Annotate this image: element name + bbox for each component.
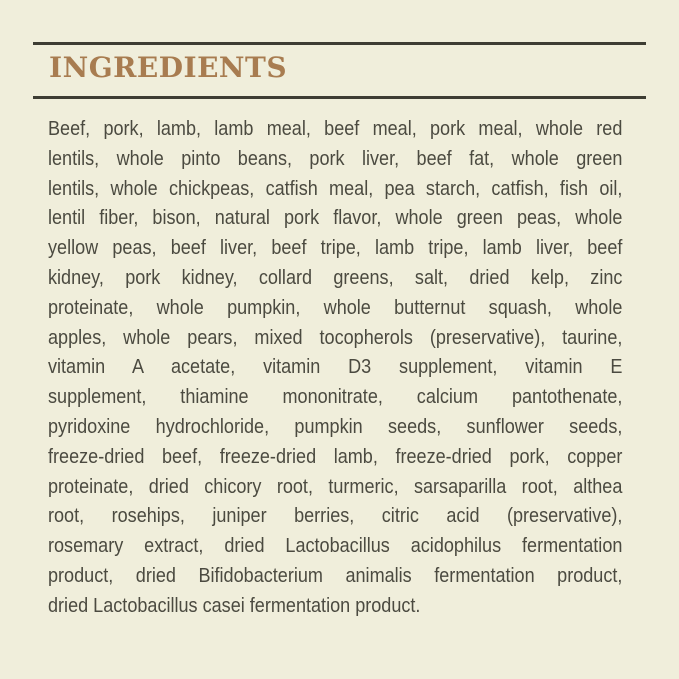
ingredients-line: freeze-dried beef, freeze-dried lamb, freeze-dried pork, copper xyxy=(48,444,623,468)
ingredients-line: root, rosehips, juniper berries, citric acid (preservative), xyxy=(48,504,623,528)
ingredients-line: vitamin A acetate, vitamin D3 supplement, vitamin E xyxy=(48,355,623,379)
ingredients-heading: INGREDIENTS xyxy=(49,51,288,84)
top-divider xyxy=(33,42,646,45)
ingredients-line: pyridoxine hydrochloride, pumpkin seeds, sunflower seeds, xyxy=(48,414,623,438)
heading-divider xyxy=(33,96,646,99)
ingredients-line: rosemary extract, dried Lactobacillus acidophilus fermentation xyxy=(48,534,623,558)
ingredients-line: yellow peas, beef liver, beef tripe, lamb tripe, lamb liver, beef xyxy=(48,236,623,260)
ingredients-line: supplement, thiamine mononitrate, calcium pantothenate, xyxy=(48,385,623,409)
ingredients-text xyxy=(48,114,622,621)
ingredients-line: proteinate, dried chicory root, turmeric, sarsaparilla root, althea xyxy=(48,474,623,498)
ingredients-line: dried Lactobacillus casei fermentation product. xyxy=(48,593,421,617)
ingredients-line: lentils, whole pinto beans, pork liver, beef fat, whole green xyxy=(48,146,623,170)
ingredients-line: product, dried Bifidobacterium animalis fermentation product, xyxy=(48,563,623,587)
ingredients-line: lentil fiber, bison, natural pork flavor, whole green peas, whole xyxy=(48,206,623,230)
ingredients-line: Beef, pork, lamb, lamb meal, beef meal, pork meal, whole red xyxy=(48,117,623,140)
ingredients-line: apples, whole pears, mixed tocopherols (preservative), taurine, xyxy=(48,325,623,349)
ingredients-line: proteinate, whole pumpkin, whole butternut squash, whole xyxy=(48,295,623,319)
ingredients-line: lentils, whole chickpeas, catfish meal, pea starch, catfish, fish oil, xyxy=(48,176,623,200)
ingredients-line: kidney, pork kidney, collard greens, salt, dried kelp, zinc xyxy=(48,265,623,289)
